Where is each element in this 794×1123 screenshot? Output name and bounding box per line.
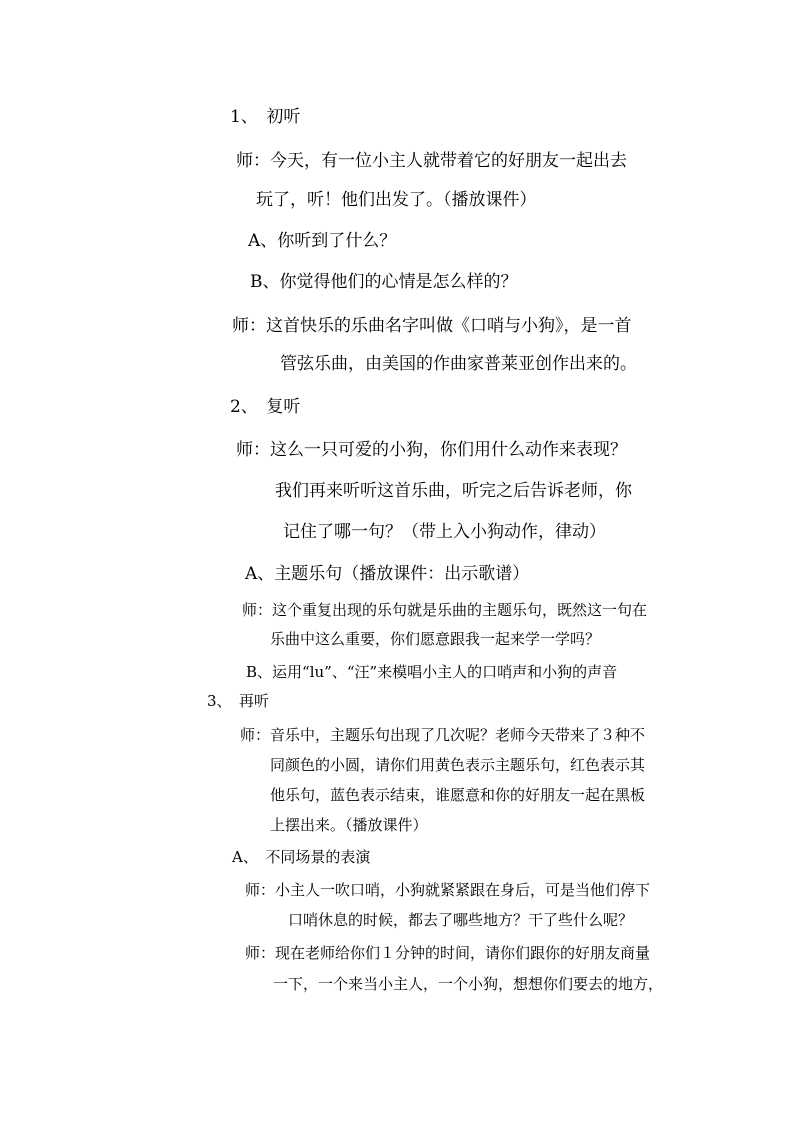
paragraph-line: 管弦乐曲，由美国的作曲家普莱亚创作出来的。: [280, 354, 637, 374]
paragraph-line: 上摆出来。（播放课件）: [270, 816, 428, 834]
question-item-a: A、主题乐句（播放课件：出示歌谱）: [245, 564, 530, 584]
paragraph-line: 师：这个重复出现的乐句就是乐曲的主题乐句，既然这一句在: [242, 601, 648, 619]
paragraph-line: 我们再来听听这首乐曲，听完之后告诉老师，你: [275, 481, 632, 501]
paragraph-line: 师：这么一只可爱的小狗，你们用什么动作来表现？: [236, 440, 627, 460]
paragraph-line: 玩了，听！他们出发了。（播放课件）: [256, 190, 537, 210]
subsection-heading-scene-performance: A、 不同场景的表演: [232, 848, 371, 866]
paragraph-line: 口哨休息的时候，都去了哪些地方？干了些什么呢？: [288, 911, 634, 929]
section-heading-third-listen: 3、 再听: [207, 692, 270, 710]
section-heading-first-listen: 1、 初听: [230, 107, 301, 127]
question-item-b: B、你觉得他们的心情是怎么样的？: [250, 272, 518, 292]
question-item-b: B、运用“lu”、“汪”来模唱小主人的口哨声和小狗的声音: [246, 663, 618, 681]
paragraph-line: 师：现在老师给你们１分钟的时间，请你们跟你的好朋友商量: [245, 944, 651, 962]
question-item-a: A、你听到了什么？: [248, 231, 397, 251]
paragraph-line: 师：音乐中，主题乐句出现了几次呢？老师今天带来了３种不: [240, 726, 646, 744]
paragraph-line: 师：小主人一吹口哨，小狗就紧紧跟在身后，可是当他们停下: [245, 881, 651, 899]
paragraph-line: 一下，一个来当小主人，一个小狗，想想你们要去的地方，: [273, 975, 664, 993]
paragraph-line: 乐曲中这么重要，你们愿意跟我一起来学一学吗？: [270, 630, 601, 648]
paragraph-line: 师：这首快乐的乐曲名字叫做《口哨与小狗》，是一首: [232, 316, 632, 336]
paragraph-line: 师：今天，有一位小主人就带着它的好朋友一起出去: [236, 151, 627, 171]
paragraph-line: 记住了哪一句？（带上入小狗动作，律动）: [283, 522, 606, 542]
paragraph-line: 他乐句，蓝色表示结束，谁愿意和你的好朋友一起在黑板: [270, 786, 646, 804]
section-heading-second-listen: 2、 复听: [230, 397, 301, 417]
paragraph-line: 同颜色的小圆，请你们用黄色表示主题乐句，红色表示其: [270, 756, 646, 774]
